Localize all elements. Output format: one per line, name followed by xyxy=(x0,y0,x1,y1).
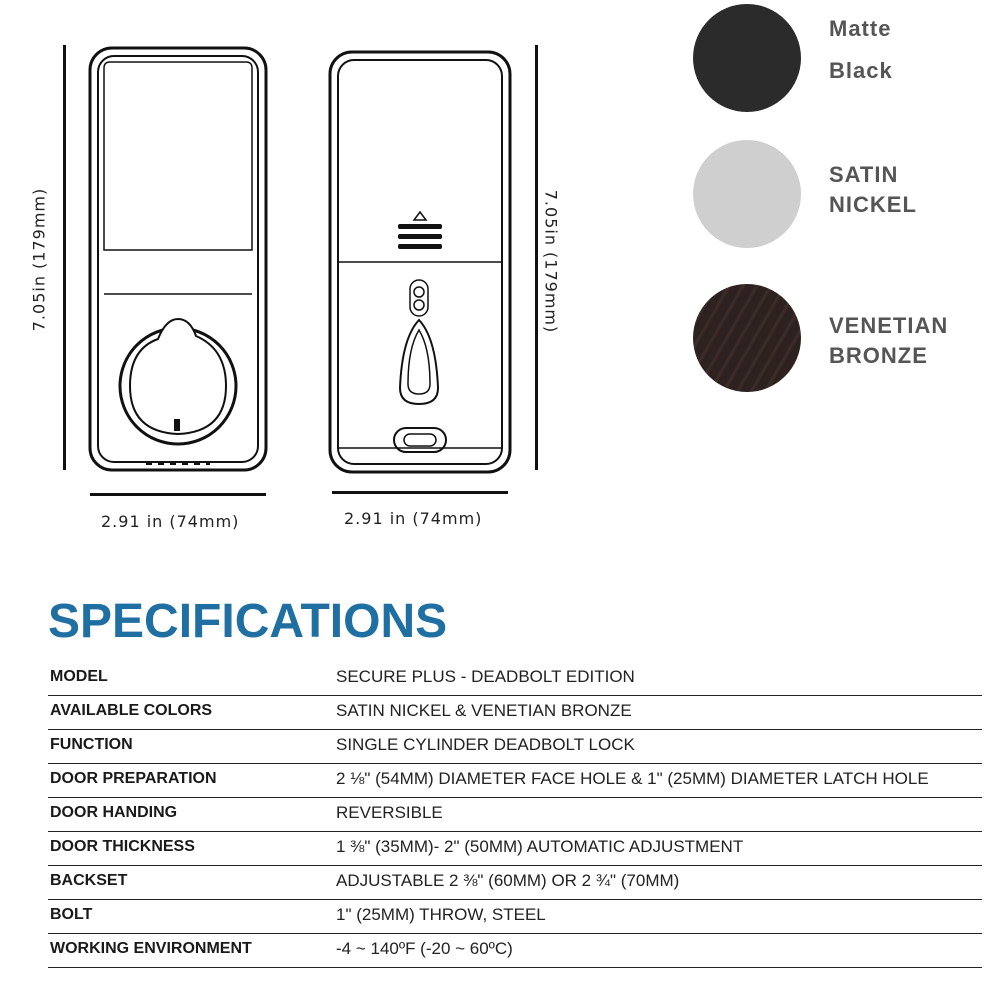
front-lock-drawing xyxy=(86,44,270,474)
spec-value: 1 ⅜" (35MM)- 2" (50MM) AUTOMATIC ADJUSTMENT xyxy=(336,837,744,856)
spec-value: ADJUSTABLE 2 ⅜" (60MM) OR 2 ¾" (70MM) xyxy=(336,871,680,890)
spec-row-model xyxy=(48,662,982,696)
spec-label: BACKSET xyxy=(50,872,128,889)
back-height-line xyxy=(535,45,538,470)
front-width-label: 2.91 in (74mm) xyxy=(101,512,240,531)
swatch-venetian-bronze xyxy=(693,284,801,392)
spec-label: DOOR PREPARATION xyxy=(50,770,217,787)
color-label-satin-nickel: SATIN NICKEL xyxy=(829,162,917,217)
spec-value: 2 ⅛" (54MM) DIAMETER FACE HOLE & 1" (25MM) DIAMETER LATCH HOLE xyxy=(336,769,929,788)
spec-row-door-thickness xyxy=(48,832,982,866)
spec-label: MODEL xyxy=(50,668,108,685)
back-width-line xyxy=(332,491,508,494)
spec-value: SECURE PLUS - DEADBOLT EDITION xyxy=(336,667,635,686)
spec-label: DOOR THICKNESS xyxy=(50,838,195,855)
spec-label: WORKING ENVIRONMENT xyxy=(50,940,252,957)
spec-value: -4 ~ 140ºF (-20 ~ 60ºC) xyxy=(336,939,513,958)
spec-value: SATIN NICKEL & VENETIAN BRONZE xyxy=(336,701,632,720)
back-height-label: 7.05in (179mm) xyxy=(541,189,561,334)
front-height-label: 7.05in (179mm) xyxy=(29,187,49,332)
specifications-table xyxy=(48,662,982,968)
spec-label: FUNCTION xyxy=(50,736,133,753)
spec-row-working-environment xyxy=(48,934,982,968)
spec-row-door-handing xyxy=(48,798,982,832)
front-width-line xyxy=(90,493,266,496)
spec-row-bolt xyxy=(48,900,982,934)
back-lock-drawing xyxy=(326,48,514,478)
spec-row-available-colors xyxy=(48,696,982,730)
specifications-title: SPECIFICATIONS xyxy=(48,595,448,648)
color-label-venetian-bronze: VENETIAN BRONZE xyxy=(829,313,949,368)
swatch-matte-black xyxy=(693,4,801,112)
color-label-matte-black: Matte Black xyxy=(829,16,893,83)
spec-label: DOOR HANDING xyxy=(50,804,178,821)
spec-value: 1" (25MM) THROW, STEEL xyxy=(336,905,546,924)
swatch-satin-nickel xyxy=(693,140,801,248)
spec-row-function xyxy=(48,730,982,764)
spec-value: REVERSIBLE xyxy=(336,803,443,822)
spec-value: SINGLE CYLINDER DEADBOLT LOCK xyxy=(336,735,635,754)
back-width-label: 2.91 in (74mm) xyxy=(344,509,483,528)
front-height-line xyxy=(63,45,66,470)
spec-label: AVAILABLE COLORS xyxy=(50,702,213,719)
spec-label: BOLT xyxy=(50,906,93,923)
spec-row-door-preparation xyxy=(48,764,982,798)
spec-row-backset xyxy=(48,866,982,900)
